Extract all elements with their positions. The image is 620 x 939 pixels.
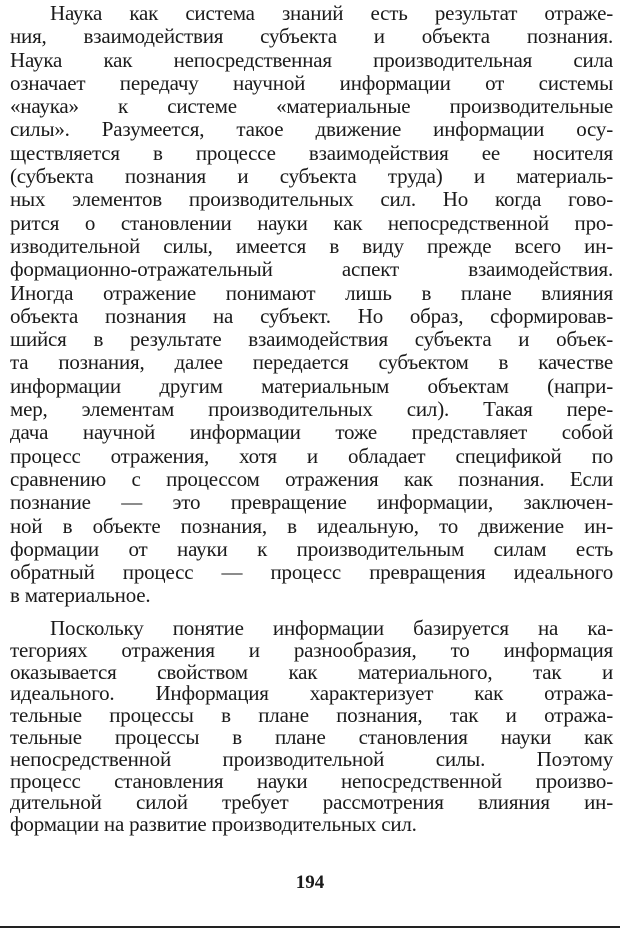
text-line: идеального. Информация характеризует как отража- (10, 681, 613, 706)
text-line: ществляется в процессе взаимодействия ее носителя (10, 140, 613, 165)
text-line: Наука как система знаний есть результат отраже- (50, 1, 613, 25)
text-line: объекта познания на субъект. Но образ, сформировав- (10, 303, 613, 328)
text-line: формационно-отражательный аспект взаимодействия. (10, 257, 613, 282)
text-line: в материальное. (10, 583, 151, 608)
text-line: оказывается свойством как материального, так и (10, 659, 613, 684)
text-line: познание — это превращение информации, заключен- (10, 490, 613, 515)
text-line: дача научной информации тоже представляет собой (10, 420, 613, 445)
page-number: 194 (295, 872, 325, 893)
text-line: означает передачу научной информации от системы (10, 70, 613, 95)
text-line: (субъекта познания и субъекта труда) и материаль- (10, 164, 613, 189)
text-line: силы». Разумеется, такое движение информации осу- (10, 117, 613, 142)
text-line: рится о становлении науки как непосредственной про- (10, 210, 613, 235)
text-line: ния, взаимодействия субъекта и объекта познания. (10, 24, 613, 49)
text-line: Поскольку понятие информации базируется на ка- (50, 616, 613, 640)
text-line: обратный процесс — процесс превращения идеального (10, 560, 613, 585)
text-line: формации на развитие производительных сил. (10, 812, 417, 837)
text-line: сравнению с процессом отражения как познания. Если (10, 466, 613, 491)
text-line: формации от науки к производительным силам есть (10, 536, 613, 561)
text-line: ной в объекте познания, в идеальную, то движение ин- (10, 513, 613, 538)
paragraph-1 (10, 2, 613, 608)
text-line: шийся в результате взаимодействия субъекта и объек- (10, 327, 613, 352)
text-line: процесс отражения, хотя и обладает спецификой по (10, 443, 613, 468)
footer-rule (0, 926, 620, 928)
text-line: процесс становления науки непосредственной произво- (10, 768, 613, 793)
text-line: тегориях отражения и разнообразия, то информация (10, 637, 613, 662)
text-line: Иногда отражение понимают лишь в плане влияния (10, 280, 613, 305)
paragraph-2 (10, 618, 613, 836)
text-line: тельные процессы в плане становления науки как (10, 724, 613, 749)
text-line: ных элементов производительных сил. Но когда гово- (10, 187, 613, 212)
text-line: «наука» к системе «материальные производительные (10, 94, 613, 119)
text-line: мер, элементам производительных сил). Такая пере- (10, 397, 613, 422)
text-line: Наука как непосредственная производительная сила (10, 47, 613, 72)
text-line: изводительной силы, имеется в виду прежде всего ин- (10, 233, 613, 258)
text-line: информации другим материальным объектам (напри- (10, 373, 613, 398)
text-line: непосредственной производительной силы. Поэтому (10, 746, 613, 771)
text-line: дительной силой требует рассмотрения влияния ин- (10, 790, 613, 815)
text-line: тельные процессы в плане познания, так и отража- (10, 703, 613, 728)
text-line: та познания, далее передается субъектом в качестве (10, 350, 613, 375)
